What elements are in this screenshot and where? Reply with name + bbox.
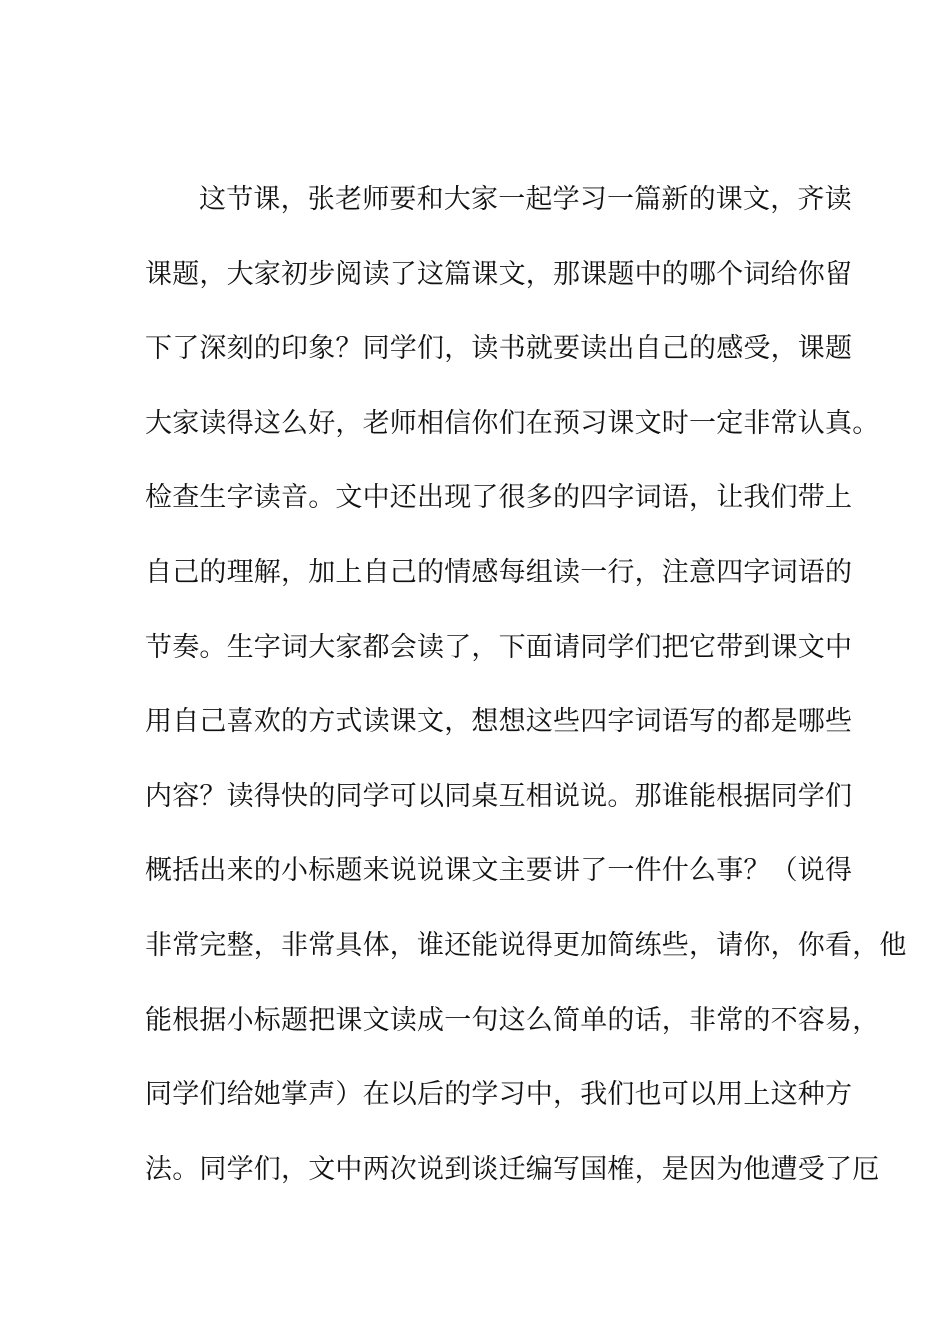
text-line: 概括出来的小标题来说说课文主要讲了一件什么事？（说得 bbox=[145, 855, 853, 887]
text-line: 能根据小标题把课文读成一句这么简单的话，非常的不容易， bbox=[145, 1004, 880, 1036]
text-line: 下了深刻的印象？同学们，读书就要读出自己的感受，课题 bbox=[145, 333, 853, 365]
text-line: 课题，大家初步阅读了这篇课文，那课题中的哪个词给你留 bbox=[145, 258, 853, 290]
text-line: 检查生字读音。文中还出现了很多的四字词语，让我们带上 bbox=[145, 482, 853, 514]
text-line: 非常完整，非常具体，谁还能说得更加简练些，请你，你看，他 bbox=[145, 929, 907, 961]
text-line: 自己的理解，加上自己的情感每组读一行，注意四字词语的 bbox=[145, 556, 853, 588]
text-line: 用自己喜欢的方式读课文，想想这些四字词语写的都是哪些 bbox=[145, 706, 853, 738]
text-line: 这节课，张老师要和大家一起学习一篇新的课文，齐读 bbox=[199, 184, 852, 215]
body-text bbox=[145, 172, 907, 1216]
text-line: 大家读得这么好，老师相信你们在预习课文时一定非常认真。 bbox=[145, 407, 880, 439]
text-line: 同学们给她掌声）在以后的学习中，我们也可以用上这种方 bbox=[145, 1079, 853, 1111]
text-line: 法。同学们，文中两次说到谈迁编写国榷，是因为他遭受了厄 bbox=[145, 1153, 880, 1185]
text-line: 节奏。生字词大家都会读了，下面请同学们把它带到课文中 bbox=[145, 631, 853, 663]
text-line: 内容？读得快的同学可以同桌互相说说。那谁能根据同学们 bbox=[145, 780, 853, 812]
